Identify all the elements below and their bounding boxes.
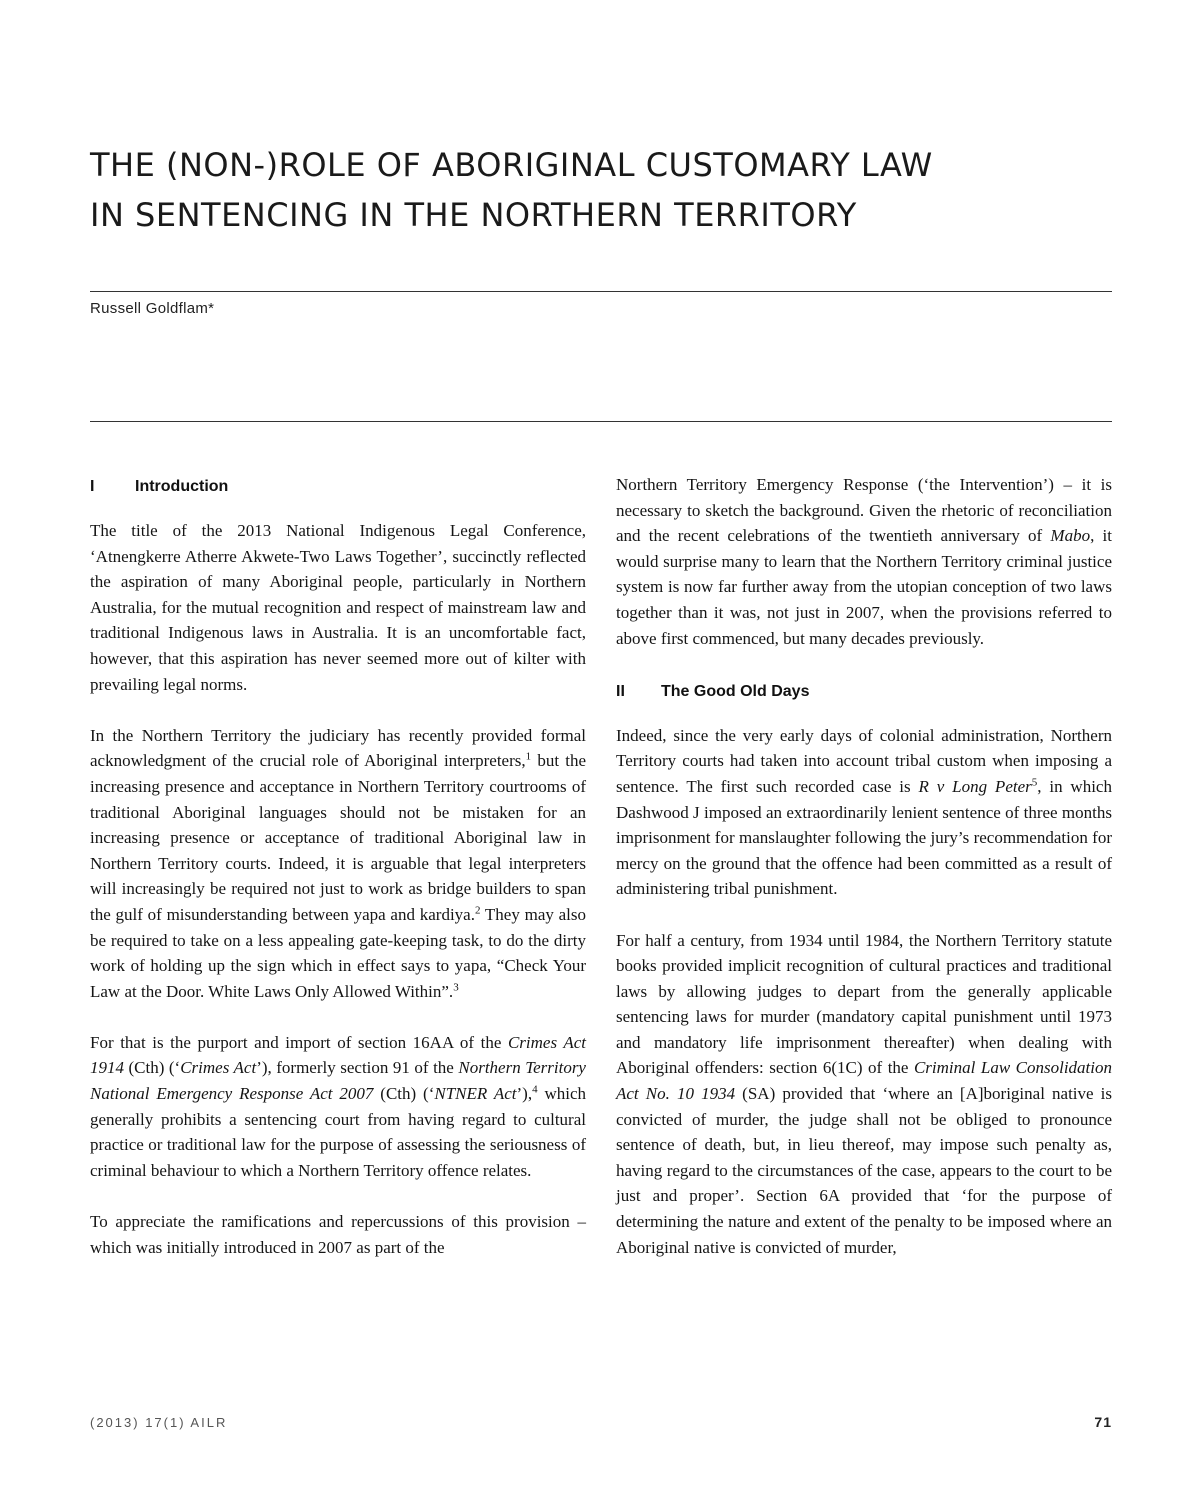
section-title: Introduction xyxy=(135,478,229,495)
paragraph: For that is the purport and import of section 16AA of the Crimes Act 1914 (Cth) (‘Crimes Act’), formerly section 91 of the Northern Territory National Emergency Response Act 2007 (Cth) (‘NTNER Act’),$^4$ which generally prohibits a sentencing court from having regard to cultural practice or traditional law for the purpose of assessing the seriousness of criminal behaviour to which a Northern Territory offence relates. xyxy=(90,1032,587,1180)
left-column xyxy=(90,472,586,1286)
paragraph: Northern Territory Emergency Response (‘the Intervention’) – it is necessary to sketch the background. Given the rhetoric of reconciliation and the recent celebrations of the twentieth anniversary of Mabo, it would surprise many to learn that the Northern Territory criminal justice system is now far further away from the utopian conception of two laws together than it was, not just in 2007, when the provisions referred to above first commenced, but many decades previously. xyxy=(616,475,1112,648)
article-title xyxy=(90,140,1110,240)
journal-citation: (2013) 17(1) AILR xyxy=(90,1415,228,1430)
section-heading-introduction xyxy=(90,472,586,502)
section-title: The Good Old Days xyxy=(661,682,810,700)
act-short-title: NTNER Act xyxy=(434,1084,517,1104)
paragraph: Indeed, since the very early days of colonial administration, Northern Territory courts had taken into account tribal custom when imposing a sentence. The first such recorded case is R v Long Peter$^5$, in which Dashwood J imposed an extraordinarily lenient sentence of three months imprisonment for manslaughter following the jury’s recommendation for mercy on the ground that the offence had been committed as a result of administering tribal punishment. xyxy=(616,725,1112,899)
case-name: R v Long Peter xyxy=(918,776,1032,796)
act-short-title: Crimes Act xyxy=(180,1058,257,1078)
act-title: Northern Territory National Emergency Response Act 2007 xyxy=(90,1058,586,1104)
title-line-1: THE (NON-)ROLE OF ABORIGINAL CUSTOMARY LAW xyxy=(90,146,933,184)
paragraph: For half a century, from 1934 until 1984, the Northern Territory statute books provided implicit recognition of cultural practices and traditional laws by allowing judges to depart from the generally applicable sentencing laws for murder (mandatory capital punishment until 1973 and mandatory life imprisonment thereafter) when dealing with Aboriginal offenders: section 6(1C) of the Criminal Law Consolidation Act No. 10 1934 (SA) provided that ‘where an [A]boriginal native is convicted of murder, the judge shall not be obliged to pronounce sentence of death, but, in lieu thereof, may impose such penalty as, having regard to the circumstances of the case, appears to the court to be just and proper’. Section 6A provided that ‘for the purpose of determining the nature and extent of the penalty to be imposed where an Aboriginal native is convicted of murder, xyxy=(616,930,1113,1257)
section-number: I xyxy=(90,478,95,495)
paragraph: In the Northern Territory the judiciary has recently provided formal acknowledgment of the crucial role of Aboriginal interpreters,$^1$ but the increasing presence and acceptance in Northern Territory courtrooms of traditional Aboriginal languages should not be mistaken for an increasing presence or acceptance of traditional Aboriginal law in Northern Territory courts. Indeed, it is arguable that legal interpreters will increasingly be required not just to work as bridge builders to span the gulf of misunderstanding between yapa and kardiya.$^2$ They may also be required to take on a less appealing gate-keeping task, to do the dirty work of holding up the sign which in effect says to yapa, “Check Your Law at the Door. White Laws Only Allowed Within”.$^3$ xyxy=(90,725,587,1001)
right-column xyxy=(616,472,1112,1286)
footnote-ref[interactable]: 5 xyxy=(1031,776,1038,789)
paragraph: To appreciate the ramifications and repercussions of this provision – which was initially introduced in 2007 as part of the xyxy=(90,1212,586,1257)
title-line-2: IN SENTENCING IN THE NORTHERN TERRITORY xyxy=(90,196,857,234)
act-title: Criminal Law Consolidation Act No. 10 1934 xyxy=(616,1058,1112,1104)
footnote-ref[interactable]: 3 xyxy=(453,981,459,994)
act-title: Crimes Act 1914 xyxy=(90,1032,586,1078)
author-divider xyxy=(90,421,1112,422)
top-divider xyxy=(90,291,1112,292)
section-heading-good-old-days xyxy=(616,677,1112,707)
footnote-ref[interactable]: 4 xyxy=(532,1083,538,1096)
author-name: Russell Goldflam* xyxy=(90,300,215,317)
section-number: II xyxy=(616,682,625,700)
footnote-ref[interactable]: 2 xyxy=(474,904,481,917)
page-number: 71 xyxy=(1094,1414,1112,1430)
paragraph: The title of the 2013 National Indigenous Legal Conference, ‘Atnengkerre Atherre Akwete-Two Laws Together’, succinctly reflected the aspiration of many Aboriginal people, particularly in Northern Australia, for the mutual recognition and respect of mainstream law and traditional Indigenous laws in Australia. It is an uncomfortable fact, however, that this aspiration has never seemed more out of kilter with prevailing legal norms. xyxy=(90,521,586,694)
footnote-ref[interactable]: 1 xyxy=(525,750,532,763)
case-name: Mabo xyxy=(1050,526,1091,546)
